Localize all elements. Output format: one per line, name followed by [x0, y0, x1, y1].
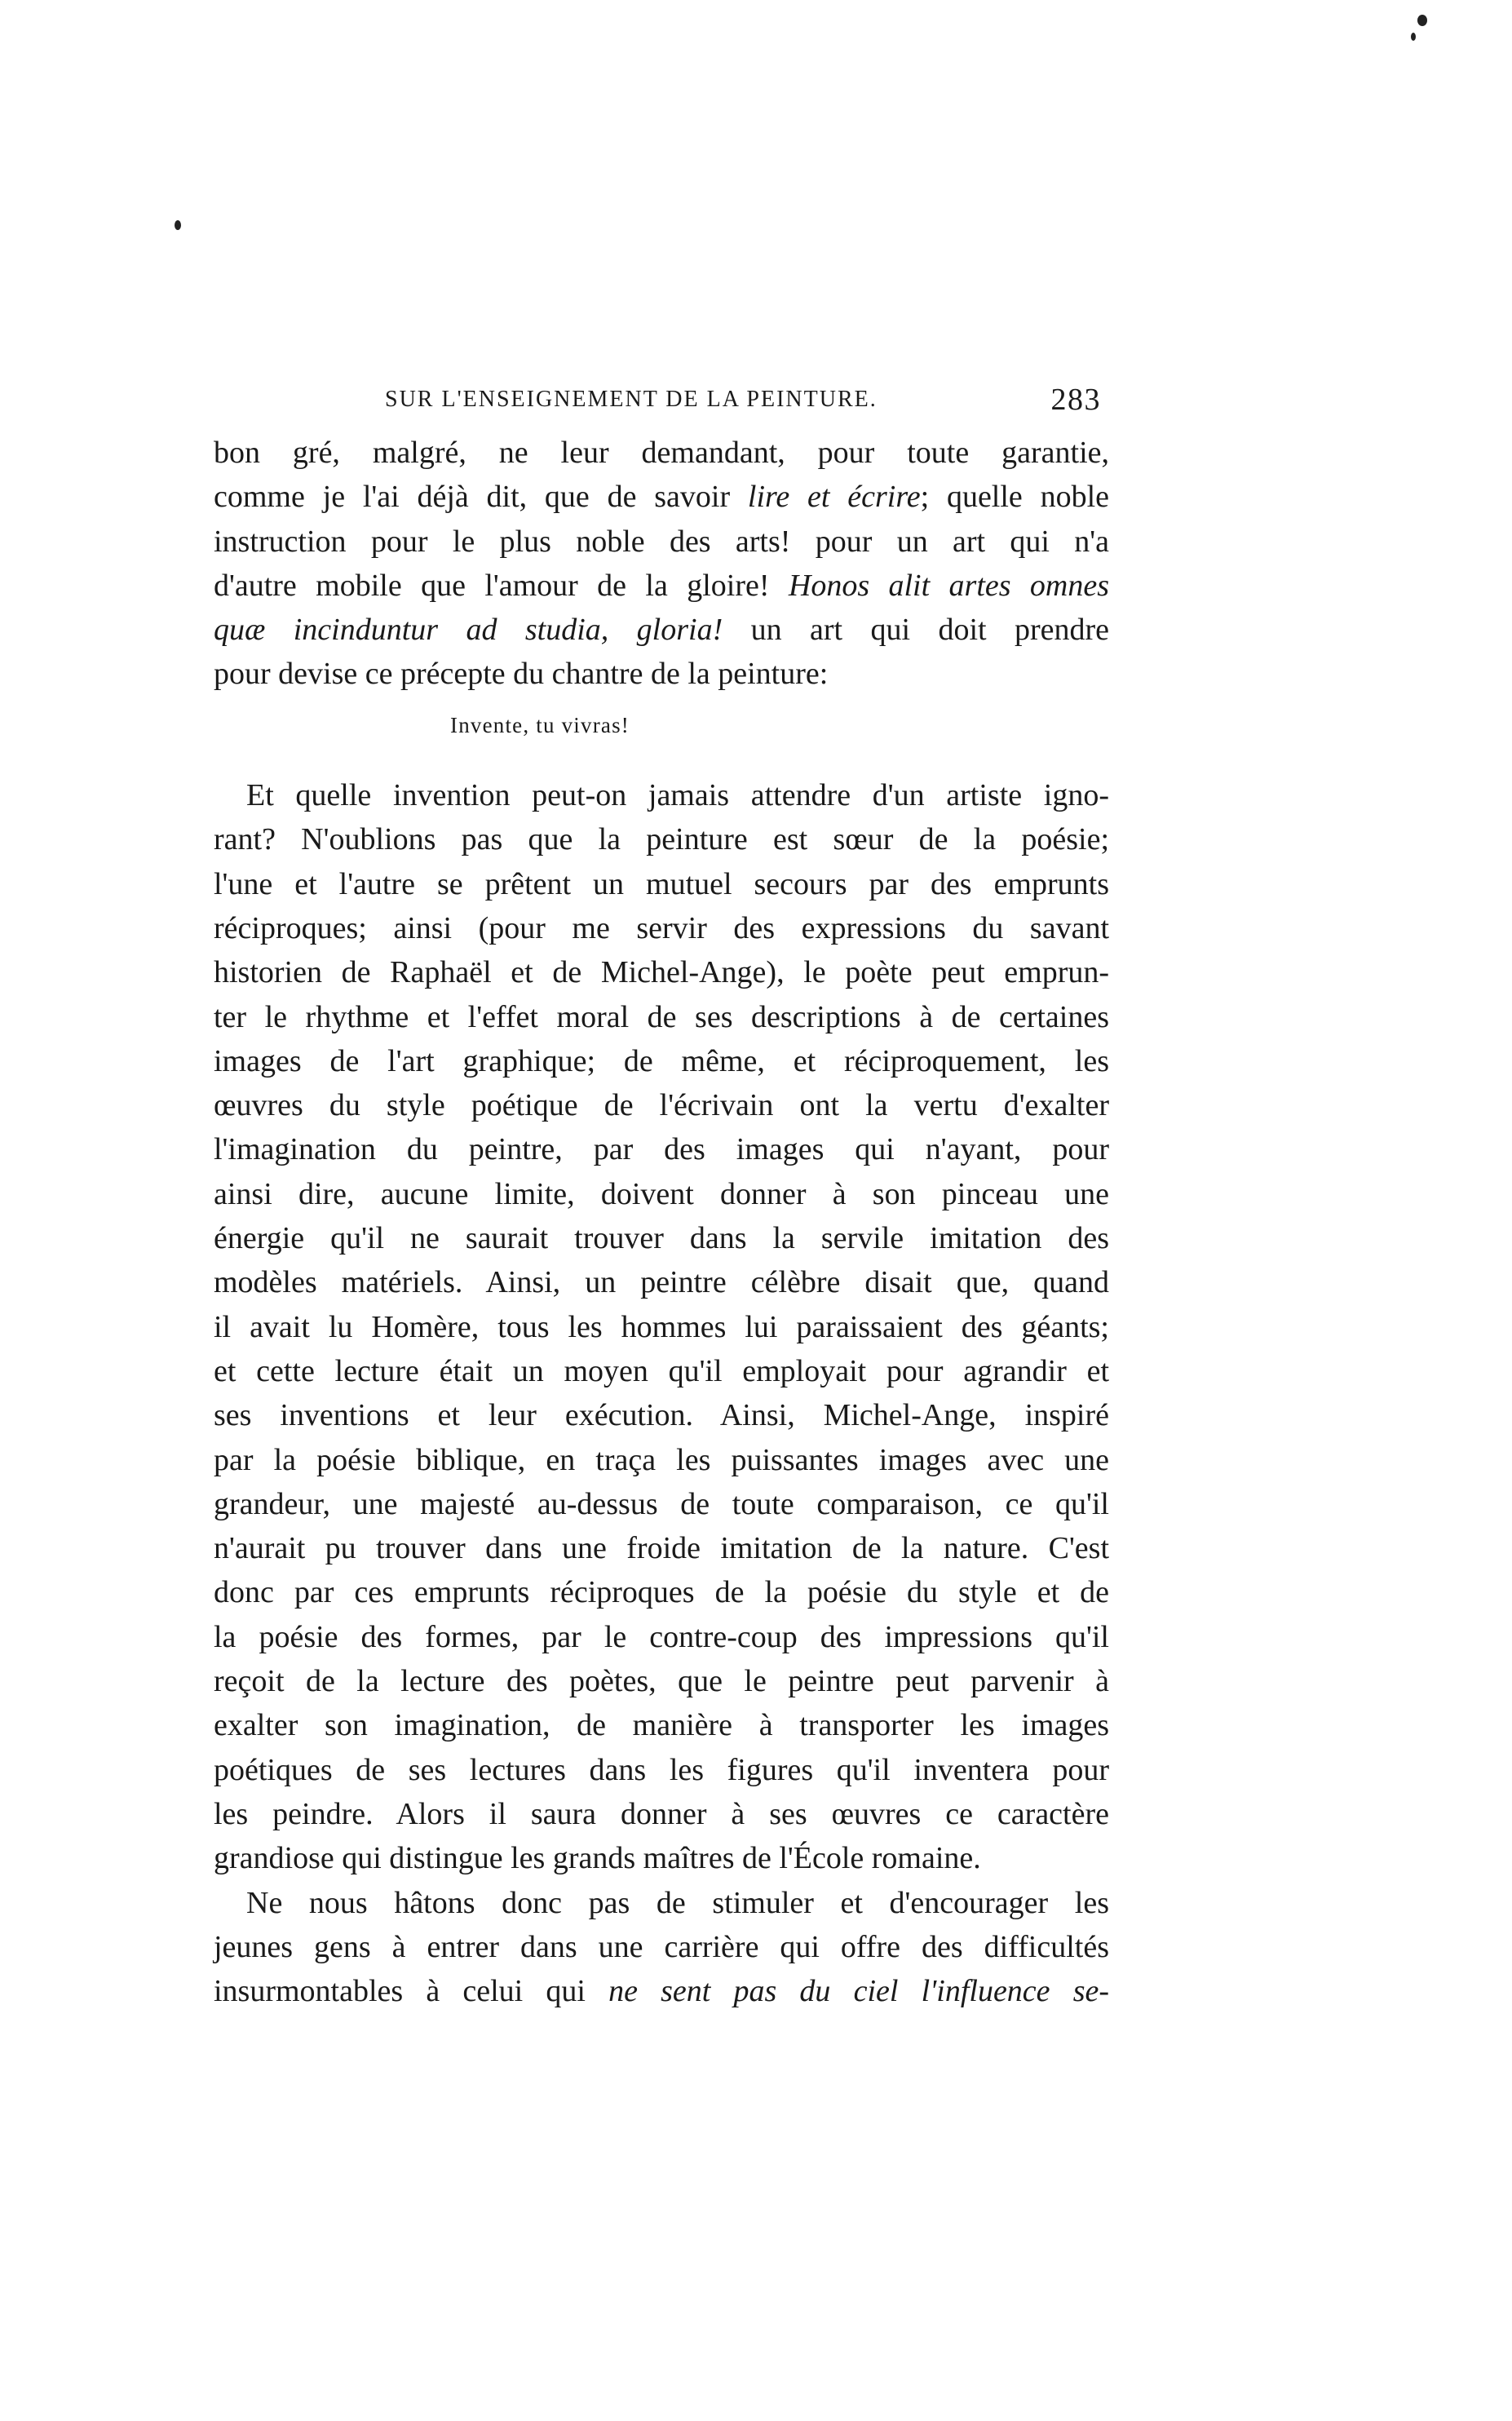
book-page	[214, 383, 1110, 2013]
text-line: l'une et l'autre se prêtent un mutuel secours par des emprunts	[214, 866, 1109, 901]
text-line: n'aurait pu trouver dans une froide imitation de la nature. C'est	[214, 1531, 1109, 1566]
text-line: et cette lecture était un moyen qu'il employait pour agrandir et	[214, 1353, 1109, 1388]
text-line: les peindre. Alors il saura donner à ses œuvres ce caractère	[214, 1796, 1109, 1831]
text-line: ainsi dire, aucune limite, doivent donner à son pinceau une	[214, 1176, 1109, 1211]
text-line: pour devise ce précepte du chantre de la peinture:	[214, 657, 829, 692]
text-line: il avait lu Homère, tous les hommes lui paraissaient des géants;	[214, 1309, 1109, 1344]
text-line: d'autre mobile que l'amour de la gloire! Honos alit artes omnes	[214, 568, 1109, 603]
italic-text: lire et écrire	[747, 480, 921, 515]
text-line: donc par ces emprunts réciproques de la poésie du style et de	[214, 1575, 1109, 1610]
ink-speck	[1417, 15, 1427, 26]
text-line: ter le rhythme et l'effet moral de ses descriptions à de certaines	[214, 999, 1109, 1034]
text-line: l'imagination du peintre, par des images qui n'ayant, pour	[214, 1132, 1109, 1167]
text-line: jeunes gens à entrer dans une carrière qui offre des difficultés	[214, 1929, 1109, 1964]
text-line: insurmontables à celui qui ne sent pas du ciel l'influence se-	[214, 1974, 1110, 2009]
italic-text: quæ incinduntur ad studia, gloria!	[214, 613, 723, 648]
text-line: Ne nous hâtons donc pas de stimuler et d'encourager les	[246, 1885, 1109, 1920]
text-line: œuvres du style poétique de l'écrivain ont la vertu d'exalter	[214, 1088, 1109, 1123]
text-line: énergie qu'il ne saurait trouver dans la servile imitation des	[214, 1221, 1109, 1256]
text-line: grandeur, une majesté au-dessus de toute comparaison, ce qu'il	[214, 1486, 1109, 1521]
italic-text: ne sent pas du ciel l'influence se-	[608, 1974, 1110, 2009]
text-line: rant? N'oublions pas que la peinture est sœur de la poésie;	[214, 822, 1109, 857]
text-line: poétiques de ses lectures dans les figures qu'il inventera pour	[214, 1752, 1109, 1787]
text-line: instruction pour le plus noble des arts! pour un art qui n'a	[214, 524, 1109, 559]
text-line: images de l'art graphique; de même, et réciproquement, les	[214, 1043, 1109, 1078]
text-line: la poésie des formes, par le contre-coup des impressions qu'il	[214, 1619, 1109, 1654]
text-line: quæ incinduntur ad studia, gloria! un art qui doit prendre	[214, 613, 1109, 648]
page-number: 283	[1050, 383, 1101, 417]
text-line: comme je l'ai déjà dit, que de savoir lire et écrire; quelle noble	[214, 480, 1109, 515]
text-line: ses inventions et leur exécution. Ainsi, Michel-Ange, inspiré	[214, 1398, 1109, 1433]
italic-text: Honos alit artes omnes	[788, 568, 1109, 603]
text-line: grandiose qui distingue les grands maîtres de l'École romaine.	[214, 1841, 981, 1876]
text-line: réciproques; ainsi (pour me servir des expressions du savant	[214, 910, 1109, 945]
text-line: modèles matériels. Ainsi, un peintre célèbre disait que, quand	[214, 1265, 1109, 1300]
body-text	[214, 431, 1109, 2013]
running-title: SUR L'ENSEIGNEMENT DE LA PEINTURE.	[385, 387, 878, 412]
ink-speck	[1411, 33, 1416, 41]
text-line: par la poésie biblique, en traça les puissantes images avec une	[214, 1442, 1109, 1477]
text-line: exalter son imagination, de manière à transporter les images	[214, 1708, 1109, 1743]
verse-quote: Invente, tu vivras!	[450, 712, 630, 737]
ink-speck	[175, 220, 181, 230]
text-line: reçoit de la lecture des poètes, que le peintre peut parvenir à	[214, 1664, 1109, 1699]
text-line: Et quelle invention peut-on jamais attendre d'un artiste igno-	[246, 778, 1109, 813]
text-line: bon gré, malgré, ne leur demandant, pour toute garantie,	[214, 436, 1109, 470]
text-line: historien de Raphaël et de Michel-Ange), le poète peut emprun-	[214, 955, 1109, 990]
running-header	[214, 383, 1109, 431]
